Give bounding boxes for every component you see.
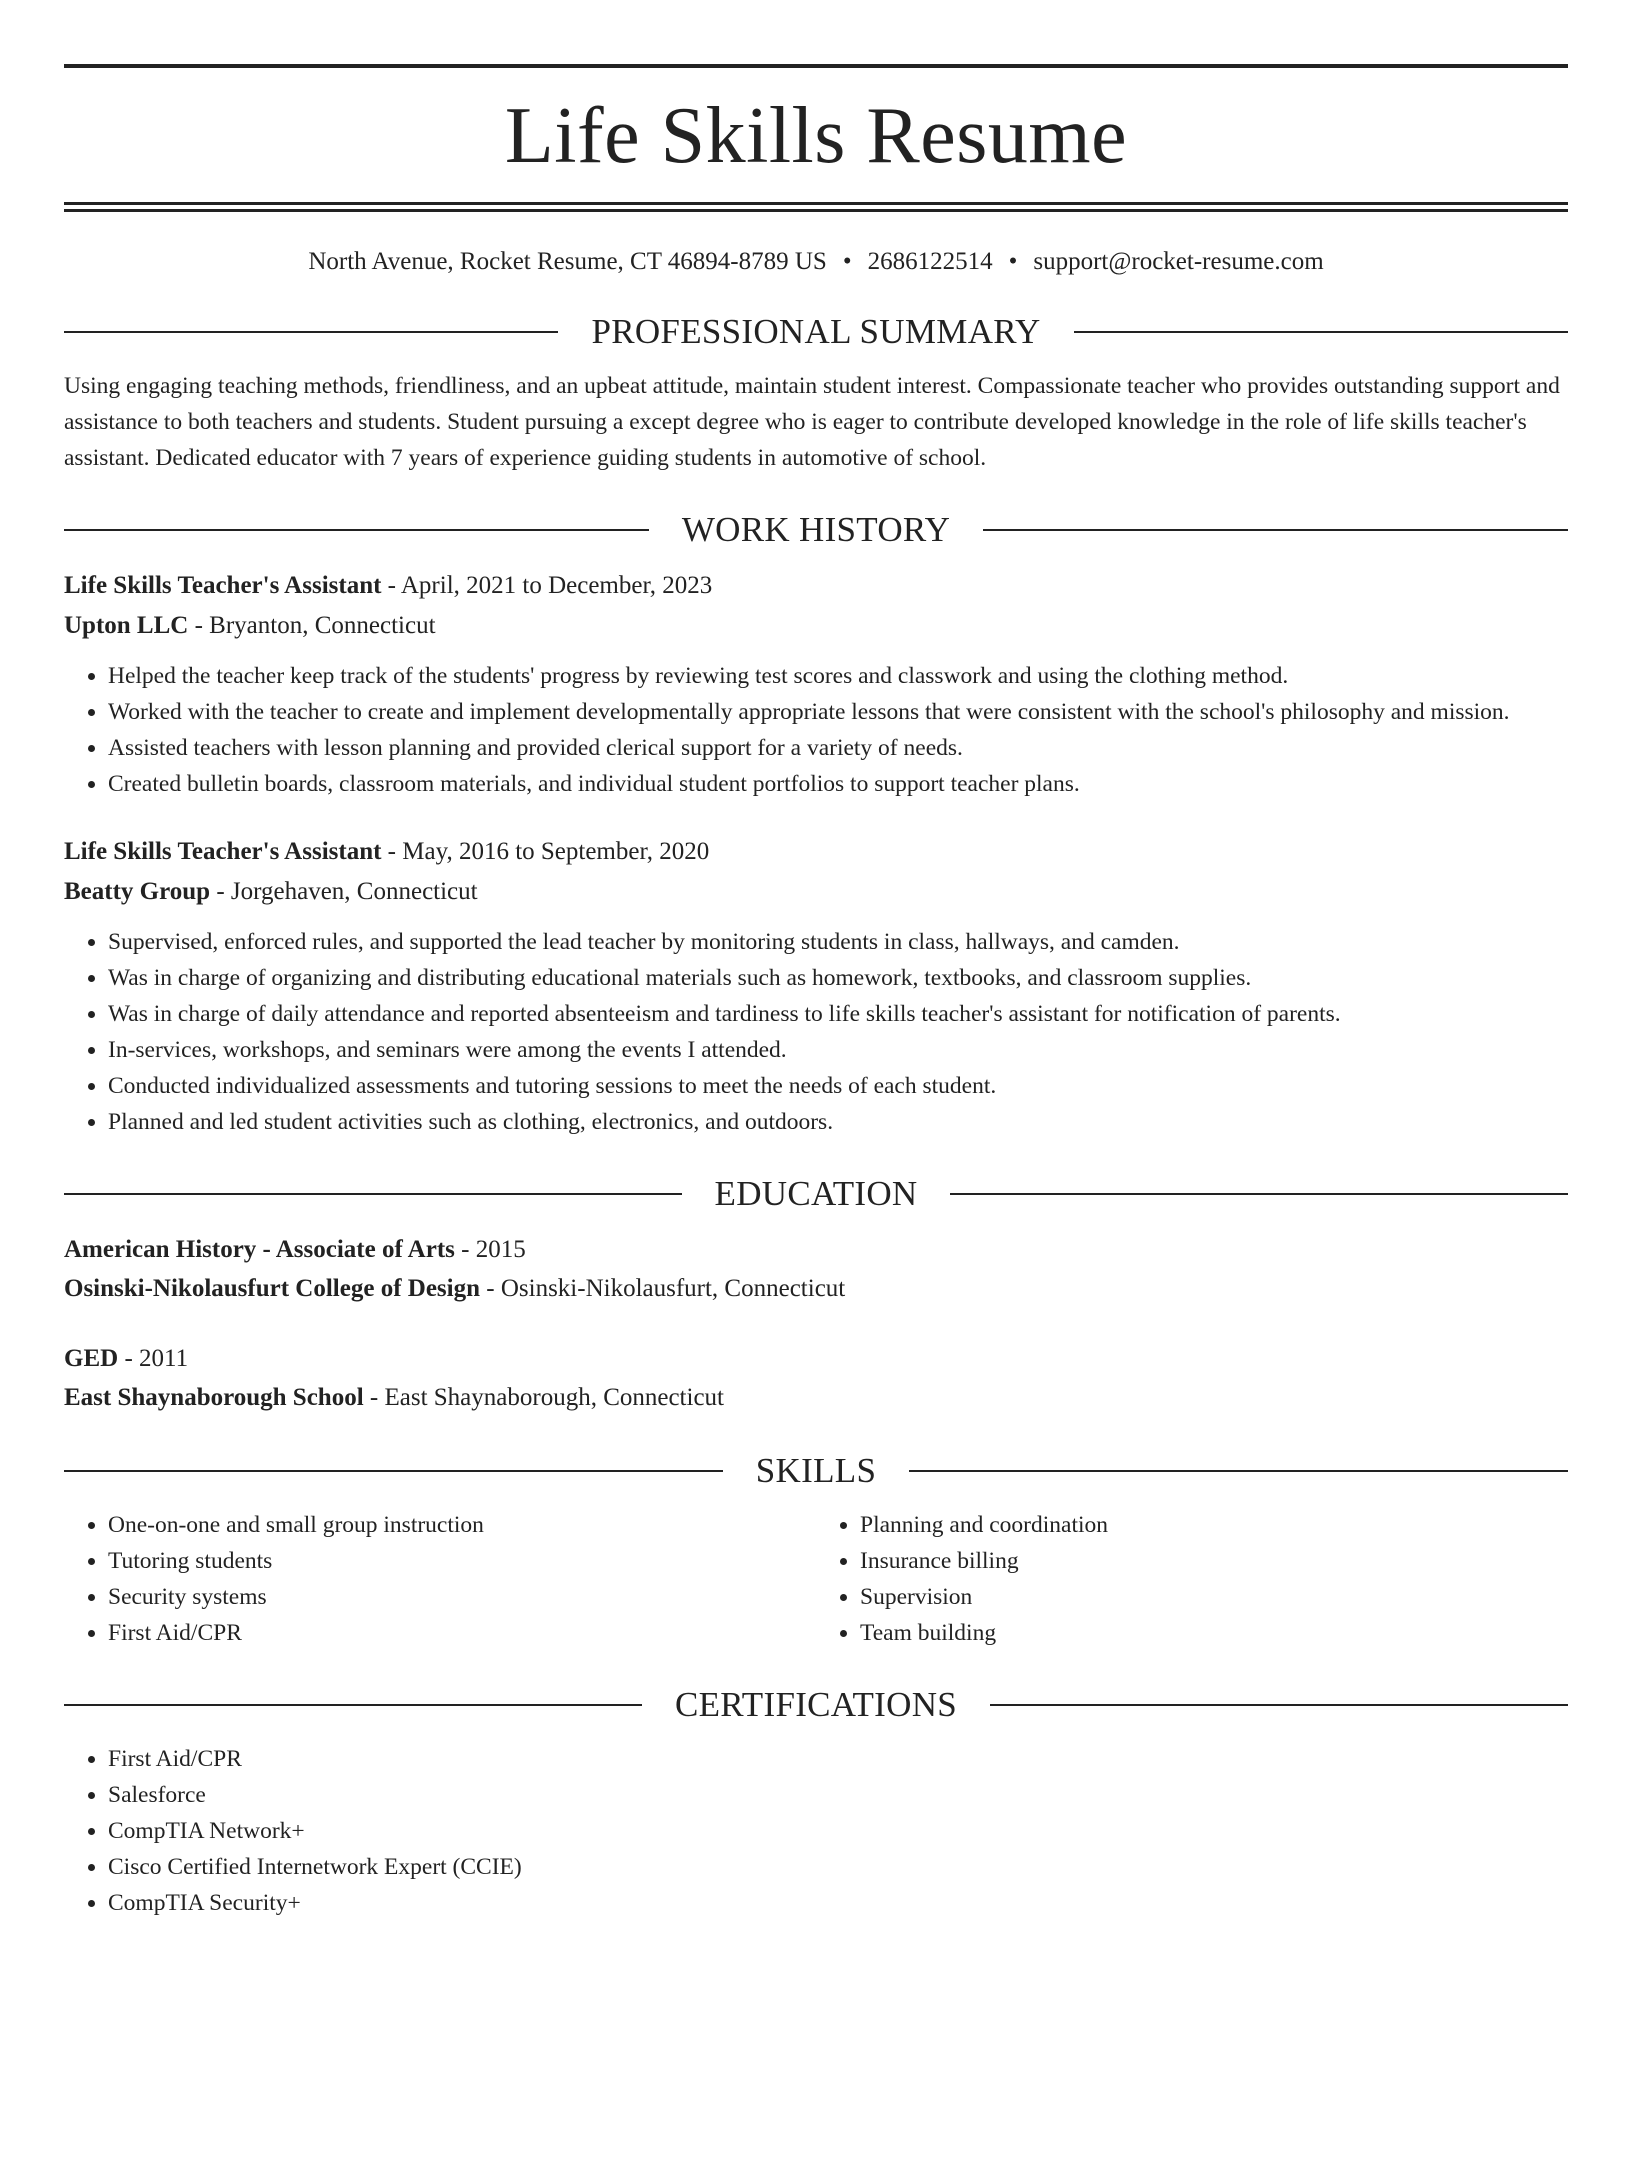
summary-text: Using engaging teaching methods, friendliness, and an upbeat attitude, maintain student interest. Compassionate teacher who provides outstanding support and assistance to both teachers and students. Student pursuing a except degree who is eager to contribute developed knowledge in the role of life skills teacher's assistant. Dedicated educator with 7 years of experience guiding students in automotive of school.	[64, 373, 1560, 471]
contact-phone: 2686122514	[867, 248, 993, 275]
section-rule	[990, 1704, 1568, 1706]
section-rule	[64, 331, 558, 333]
list-item: • First Aid/CPR	[108, 1741, 1568, 1777]
education-degree-line	[64, 1230, 1568, 1269]
list-item: • Helped the teacher keep track of the students' progress by reviewing test scores and classwork and using the clothing method.	[108, 658, 1568, 694]
section-rule	[64, 529, 649, 531]
resume-page	[0, 64, 1632, 2176]
list-item: • Salesforce	[108, 1777, 1568, 1813]
list-item: • Planned and led student activities such as clothing, electronics, and outdoors.	[108, 1104, 1568, 1140]
list-item: • One-on-one and small group instruction	[108, 1507, 816, 1543]
job-dates: - May, 2016 to September, 2020	[381, 838, 710, 865]
section-title-certifications: CERTIFICATIONS	[674, 1685, 958, 1724]
list-item: • Was in charge of daily attendance and reported absenteeism and tardiness to life skills teacher's assistant for notification of parents.	[108, 996, 1568, 1032]
job-entry	[64, 832, 1568, 1140]
education-school: East Shaynaborough School	[64, 1384, 364, 1411]
resume-title: Life Skills Resume	[504, 92, 1128, 180]
skills-grid	[64, 1507, 1568, 1651]
section-header-skills	[64, 1451, 1568, 1491]
section-title-summary: PROFESSIONAL SUMMARY	[591, 312, 1041, 351]
section-rule	[64, 1470, 723, 1472]
list-item: • Tutoring students	[108, 1543, 816, 1579]
education-degree-line	[64, 1339, 1568, 1378]
list-item: • Conducted individualized assessments and tutoring sessions to meet the needs of each student.	[108, 1068, 1568, 1104]
list-item: • In-services, workshops, and seminars were among the events I attended.	[108, 1032, 1568, 1068]
education-entry	[64, 1339, 1568, 1417]
list-item: • Supervised, enforced rules, and supported the lead teacher by monitoring students in class, hallways, and camden.	[108, 924, 1568, 960]
education-year: - 2015	[454, 1236, 526, 1263]
education-degree: GED	[64, 1345, 119, 1372]
list-item: • Team building	[860, 1615, 1568, 1651]
section-title-work: WORK HISTORY	[681, 510, 951, 549]
section-rule	[64, 1193, 682, 1195]
contact-address: North Avenue, Rocket Resume, CT 46894-8789 US	[308, 248, 827, 275]
job-company-line	[64, 606, 1568, 646]
job-company: Upton LLC	[64, 612, 189, 639]
skills-list-right	[816, 1507, 1568, 1651]
list-item: • Insurance billing	[860, 1543, 1568, 1579]
job-bullets	[64, 924, 1568, 1140]
job-title-line	[64, 832, 1568, 872]
section-rule	[64, 1704, 642, 1706]
section-header-summary	[64, 312, 1568, 352]
section-rule	[983, 529, 1568, 531]
section-header-work	[64, 510, 1568, 550]
list-item: • Planning and coordination	[860, 1507, 1568, 1543]
list-item: • Worked with the teacher to create and implement developmentally appropriate lessons that were consistent with the school's philosophy and mission.	[108, 694, 1568, 730]
job-location: - Bryanton, Connecticut	[188, 612, 436, 639]
education-entry	[64, 1230, 1568, 1308]
job-entry	[64, 566, 1568, 802]
job-title: Life Skills Teacher's Assistant	[64, 572, 382, 599]
list-item: • Created bulletin boards, classroom materials, and individual student portfolios to support teacher plans.	[108, 766, 1568, 802]
list-item: • Security systems	[108, 1579, 816, 1615]
education-school-line	[64, 1269, 1568, 1308]
section-rule	[909, 1470, 1568, 1472]
list-item: • Assisted teachers with lesson planning and provided clerical support for a variety of needs.	[108, 730, 1568, 766]
skills-list-left	[64, 1507, 816, 1651]
section-rule	[950, 1193, 1568, 1195]
list-item: • Was in charge of organizing and distributing educational materials such as homework, textbooks, and classroom supplies.	[108, 960, 1568, 996]
top-rule	[64, 64, 1568, 68]
job-title-line	[64, 566, 1568, 606]
contact-separator: •	[1008, 248, 1018, 275]
education-degree: American History - Associate of Arts	[64, 1236, 455, 1263]
education-school-line	[64, 1378, 1568, 1417]
section-header-education	[64, 1174, 1568, 1214]
job-location: - Jorgehaven, Connecticut	[210, 878, 478, 905]
contact-email: support@rocket-resume.com	[1033, 248, 1324, 275]
job-dates: - April, 2021 to December, 2023	[381, 572, 713, 599]
job-company: Beatty Group	[64, 878, 211, 905]
list-item: • CompTIA Security+	[108, 1885, 1568, 1921]
job-bullets	[64, 658, 1568, 802]
section-title-skills: SKILLS	[755, 1451, 877, 1490]
list-item: • Supervision	[860, 1579, 1568, 1615]
section-header-certifications	[64, 1685, 1568, 1725]
contact-separator: •	[842, 248, 852, 275]
certifications-list	[64, 1741, 1568, 1921]
title-double-rule	[64, 202, 1568, 212]
job-title: Life Skills Teacher's Assistant	[64, 838, 382, 865]
education-school: Osinski-Nikolausfurt College of Design	[64, 1275, 481, 1302]
list-item: • First Aid/CPR	[108, 1615, 816, 1651]
list-item: • Cisco Certified Internetwork Expert (CCIE)	[108, 1849, 1568, 1885]
education-location: - East Shaynaborough, Connecticut	[363, 1384, 724, 1411]
education-location: - Osinski-Nikolausfurt, Connecticut	[480, 1275, 846, 1302]
contact-line	[64, 246, 1568, 278]
job-company-line	[64, 872, 1568, 912]
section-title-education: EDUCATION	[714, 1174, 918, 1213]
section-rule	[1074, 331, 1568, 333]
list-item: • CompTIA Network+	[108, 1813, 1568, 1849]
education-year: - 2011	[118, 1345, 189, 1372]
